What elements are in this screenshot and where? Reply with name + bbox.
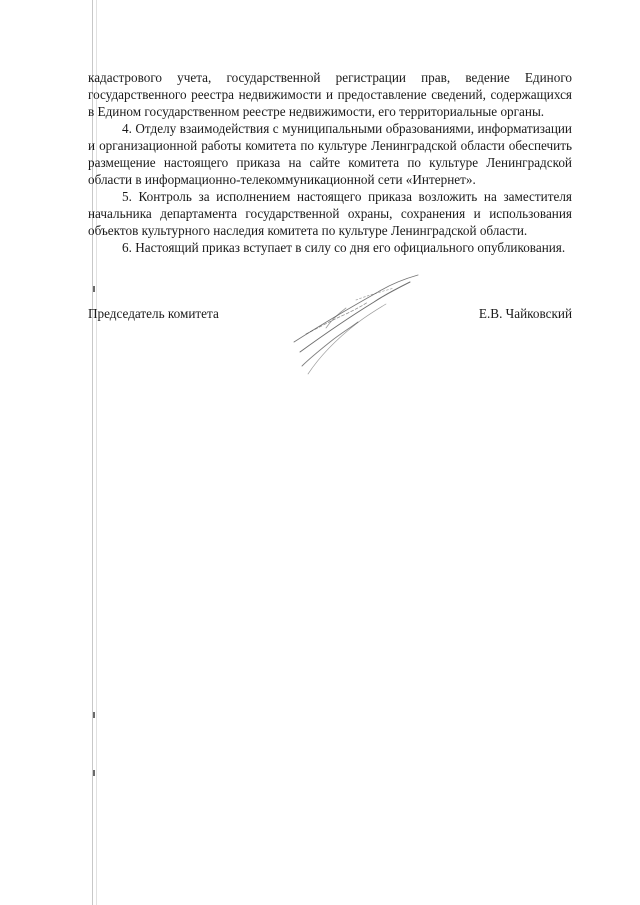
document-body (88, 69, 572, 256)
signatory-name: Е.В. Чайковский (478, 306, 572, 321)
scan-artifact-mark (93, 712, 95, 718)
handwritten-signature (286, 270, 426, 380)
paragraph-continuation: кадастрового учета, государственной регистрации прав, ведение Единого государственного реестра недвижимости и предоставление сведений, содержащихся в Едином государственном реестре недвижимости, его территориальные органы. (88, 70, 572, 119)
scan-artifact-mark (93, 286, 95, 292)
paragraph-item-5: 5. Контроль за исполнением настоящего приказа возложить на заместителя начальника департамента государственной охраны, сохранения и использования объектов культурного наследия комитета по культуре Ленинградской области. (88, 189, 572, 238)
scan-artifact-mark (93, 770, 95, 776)
paragraph-item-4: 4. Отделу взаимодействия с муниципальными образованиями, информатизации и организационной работы комитета по культуре Ленинградской области обеспечить размещение настоящего приказа на сайте комитета по культуре Ленинградской области в информационно-телекоммуникационной сети «Интернет». (88, 121, 572, 187)
paragraph-item-6: 6. Настоящий приказ вступает в силу со дня его официального опубликования. (122, 240, 566, 255)
signatory-title: Председатель комитета (88, 306, 219, 321)
